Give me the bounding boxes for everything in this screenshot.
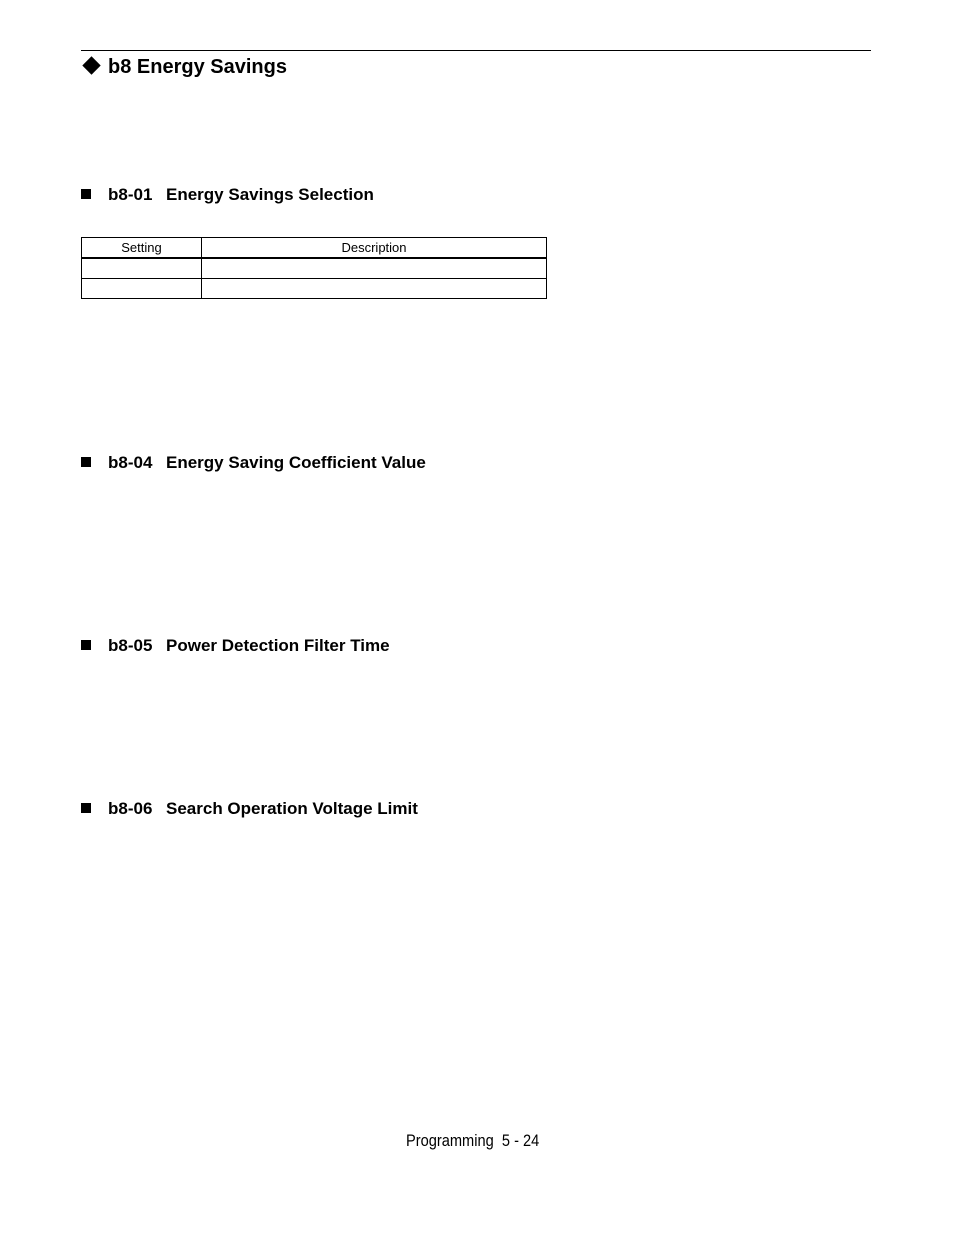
table-row: [82, 279, 547, 299]
square-bullet-icon: [81, 189, 91, 199]
top-divider: [81, 50, 871, 51]
param-name: Energy Savings Selection: [166, 185, 374, 204]
cell-setting: [82, 279, 202, 299]
param-code: b8-05: [108, 636, 153, 655]
param-heading-b8-06: [81, 799, 418, 819]
cell-description: [202, 279, 547, 299]
cell-setting: [82, 258, 202, 279]
square-bullet-icon: [81, 457, 91, 467]
param-name: Power Detection Filter Time: [166, 636, 390, 655]
param-name: Energy Saving Coefficient Value: [166, 453, 426, 472]
cell-description: [202, 258, 547, 279]
page-footer: Programming 5 - 24: [406, 1131, 540, 1150]
param-name: Search Operation Voltage Limit: [166, 799, 418, 818]
settings-table: [81, 237, 547, 299]
table-header-row: [82, 238, 547, 259]
param-code: b8-04: [108, 453, 153, 472]
square-bullet-icon: [81, 640, 91, 650]
table-row: [82, 258, 547, 279]
param-heading-b8-05: [81, 636, 390, 656]
section-heading: [81, 55, 287, 79]
square-bullet-icon: [81, 803, 91, 813]
diamond-bullet-icon: [82, 56, 100, 74]
param-heading-b8-04: [81, 453, 426, 473]
header-setting: Setting: [82, 238, 202, 259]
header-description: Description: [202, 238, 547, 259]
section-title: b8 Energy Savings: [108, 56, 287, 78]
param-code: b8-01: [108, 185, 153, 204]
param-code: b8-06: [108, 799, 153, 818]
param-heading-b8-01: [81, 185, 374, 205]
